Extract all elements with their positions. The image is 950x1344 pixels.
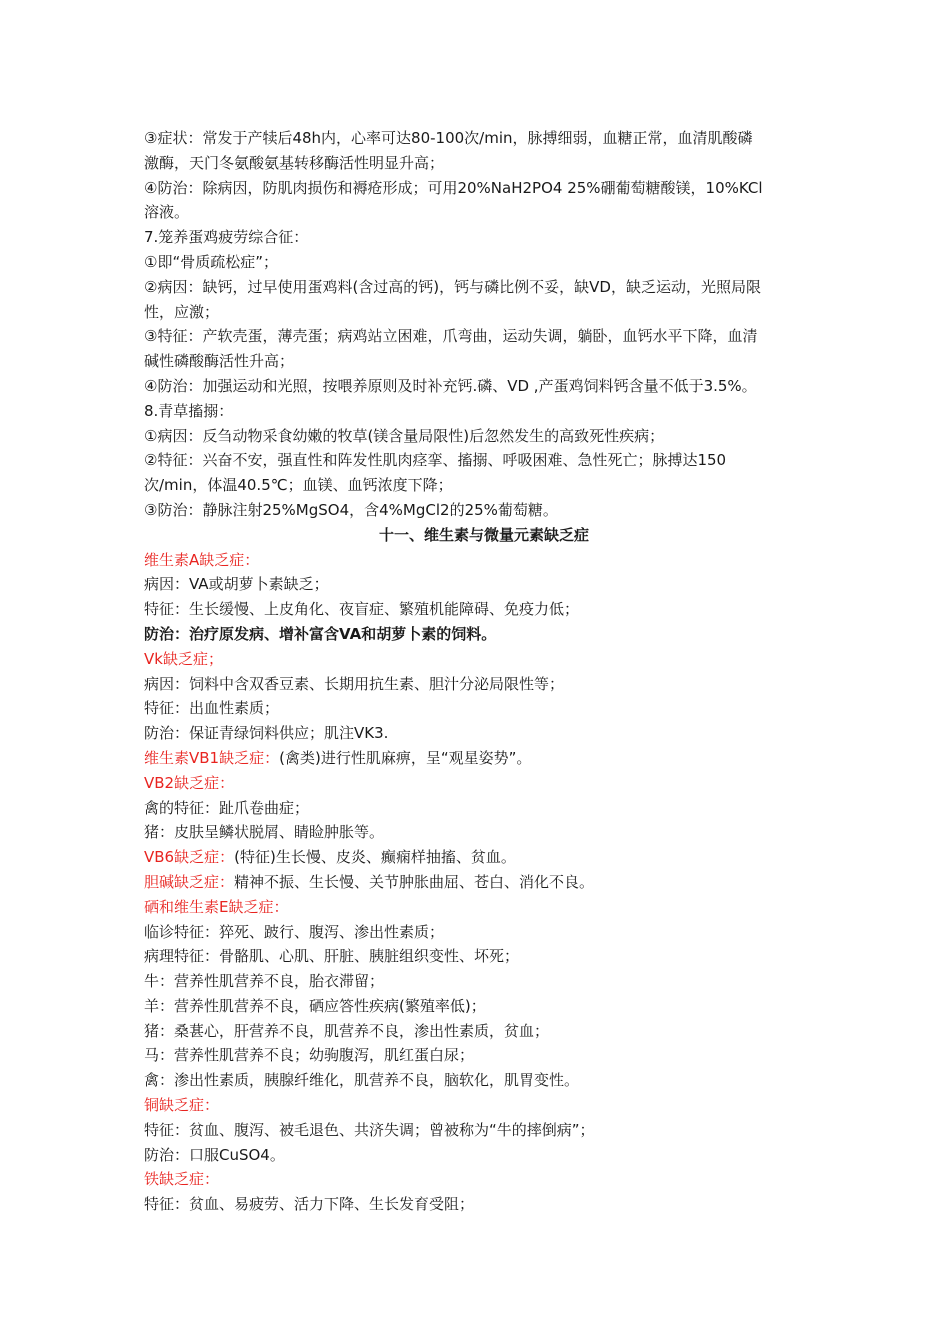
text-line (144, 424, 824, 449)
text-segment: 牛：营养性肌营养不良，胎衣滞留； (144, 972, 385, 991)
text-line (144, 126, 824, 151)
text-line (144, 1143, 824, 1168)
text-line (144, 1068, 824, 1093)
text-line (144, 1192, 824, 1217)
text-segment: ①即“骨质疏松症”； (144, 252, 278, 271)
text-line (144, 200, 824, 225)
text-line (144, 1167, 824, 1192)
text-line (144, 969, 824, 994)
text-segment: ③症状：常发于产犊后48h内，心率可达80-100次/min，脉搏细弱，血糖正常，血清肌酸磷 (144, 129, 753, 147)
text-line (144, 324, 824, 349)
text-segment: 特征：出血性素质； (144, 699, 280, 718)
text-line (144, 300, 824, 325)
text-segment: 碱性磷酸酶活性升高； (144, 352, 295, 371)
text-line (144, 870, 824, 895)
text-segment: 性，应激； (144, 302, 220, 321)
text-line (144, 845, 824, 870)
topic-label: 维生素A缺乏症： (144, 550, 260, 569)
text-line (144, 994, 824, 1019)
topic-label: 铜缺乏症： (144, 1096, 220, 1115)
text-line (144, 176, 824, 201)
text-segment: 特征：贫血、易疲劳、活力下降、生长发育受阻； (144, 1195, 475, 1214)
text-segment: ②特征：兴奋不安，强直性和阵发性肌肉痉挛、搐搦、呼吸困难、急性死亡；脉搏达150 (144, 451, 727, 470)
section-heading (144, 523, 824, 548)
text-segment: 防治：保证青绿饲料供应；肌注VK3. (144, 724, 389, 743)
text-segment: 马：营养性肌营养不良；幼驹腹泻，肌红蛋白尿； (144, 1046, 475, 1065)
text-segment: 禽：渗出性素质，胰腺纤维化，肌营养不良，脑软化，肌胃变性。 (144, 1071, 580, 1090)
topic-label: 维生素VB1缺乏症： (144, 748, 280, 767)
text-segment: ④防治：除病因，防肌肉损伤和褥疮形成；可用20%NaH2PO4 25%硼葡萄糖酸镁，10%KCl (144, 178, 763, 197)
text-segment: ③特征：产软壳蛋，薄壳蛋；病鸡站立困难，爪弯曲，运动失调，躺卧，血钙水平下降，血清 (144, 327, 758, 346)
text-segment: 十一、维生素与微量元素缺乏症 (378, 525, 589, 544)
text-segment: ④防治：加强运动和光照，按喂养原则及时补充钙.磷、VD ,产蛋鸡饲料钙含量不低于3.5%。 (144, 376, 757, 395)
text-segment: 病因：VA或胡萝卜素缺乏； (144, 575, 329, 594)
text-segment: 病因：饲料中含双香豆素、长期用抗生素、胆汁分泌局限性等； (144, 674, 565, 693)
text-segment: 特征：贫血、腹泻、被毛退色、共济失调；曾被称为“牛的摔倒病”； (144, 1120, 595, 1139)
text-segment: 7.笼养蛋鸡疲劳综合征： (144, 228, 309, 247)
text-segment: 防治：治疗原发病、增补富含VA和胡萝卜素的饲料。 (144, 624, 497, 643)
topic-label: Vk缺乏症； (144, 649, 223, 668)
topic-label: 硒和维生素E缺乏症： (144, 897, 289, 916)
text-segment: 羊：营养性肌营养不良，硒应答性疾病(繁殖率低)； (144, 996, 486, 1015)
text-line (144, 920, 824, 945)
text-line (144, 498, 824, 523)
text-line (144, 672, 824, 697)
text-line (144, 225, 824, 250)
text-segment: (特征)生长慢、皮炎、癫痫样抽搐、贫血。 (234, 848, 516, 867)
text-line (144, 473, 824, 498)
text-segment: (禽类)进行性肌麻痹，呈“观星姿势”。 (279, 748, 532, 767)
text-segment: 特征：生长缓慢、上皮角化、夜盲症、繁殖机能障碍、免疫力低； (144, 600, 580, 619)
text-line (144, 399, 824, 424)
text-segment: 溶液。 (144, 203, 190, 222)
document-body (144, 126, 824, 1217)
text-line (144, 374, 824, 399)
text-segment: 次/min，体温40.5℃；血镁、血钙浓度下降； (144, 476, 453, 495)
text-line (144, 448, 824, 473)
text-segment: ③防治：静脉注射25%MgSO4，含4%MgCl2的25%葡萄糖。 (144, 500, 558, 519)
topic-label: VB6缺乏症： (144, 848, 235, 867)
text-segment: 8.青草搐搦： (144, 401, 234, 420)
text-segment: 猪：皮肤呈鳞状脱屑、睛睑肿胀等。 (144, 823, 385, 842)
text-line (144, 151, 824, 176)
text-line (144, 895, 824, 920)
text-line (144, 250, 824, 275)
text-line (144, 548, 824, 573)
text-line (144, 1019, 824, 1044)
text-line (144, 572, 824, 597)
text-line (144, 796, 824, 821)
text-line (144, 721, 824, 746)
text-line (144, 944, 824, 969)
text-segment: ①病因：反刍动物采食幼嫩的牧草(镁含量局限性)后忽然发生的高致死性疾病； (144, 426, 665, 445)
text-line (144, 647, 824, 672)
text-line (144, 746, 824, 771)
text-line (144, 696, 824, 721)
text-segment: 防治：口服CuSO4。 (144, 1145, 285, 1164)
text-line (144, 597, 824, 622)
text-line (144, 1093, 824, 1118)
text-line (144, 349, 824, 374)
topic-label: 胆碱缺乏症： (144, 872, 235, 891)
topic-label: 铁缺乏症： (144, 1170, 220, 1189)
text-segment: ②病因：缺钙，过早使用蛋鸡料(含过高的钙)，钙与磷比例不妥，缺VD，缺乏运动，光照局限 (144, 277, 761, 296)
text-segment: 病理特征：骨骼肌、心肌、肝脏、胰脏组织变性、坏死； (144, 947, 520, 966)
topic-label: VB2缺乏症： (144, 773, 235, 792)
text-line (144, 820, 824, 845)
text-segment: 精神不振、生长慢、关节肿胀曲屈、苍白、消化不良。 (234, 872, 595, 891)
text-line (144, 1043, 824, 1068)
text-segment: 禽的特征：趾爪卷曲症； (144, 798, 310, 817)
text-line (144, 275, 824, 300)
text-line (144, 1118, 824, 1143)
text-segment: 临诊特征：猝死、跛行、腹泻、渗出性素质； (144, 922, 445, 941)
text-segment: 激酶，天门冬氨酸氨基转移酶活性明显升高； (144, 153, 445, 172)
text-line (144, 622, 824, 647)
text-segment: 猪：桑葚心，肝营养不良，肌营养不良，渗出性素质，贫血； (144, 1021, 550, 1040)
text-line (144, 771, 824, 796)
